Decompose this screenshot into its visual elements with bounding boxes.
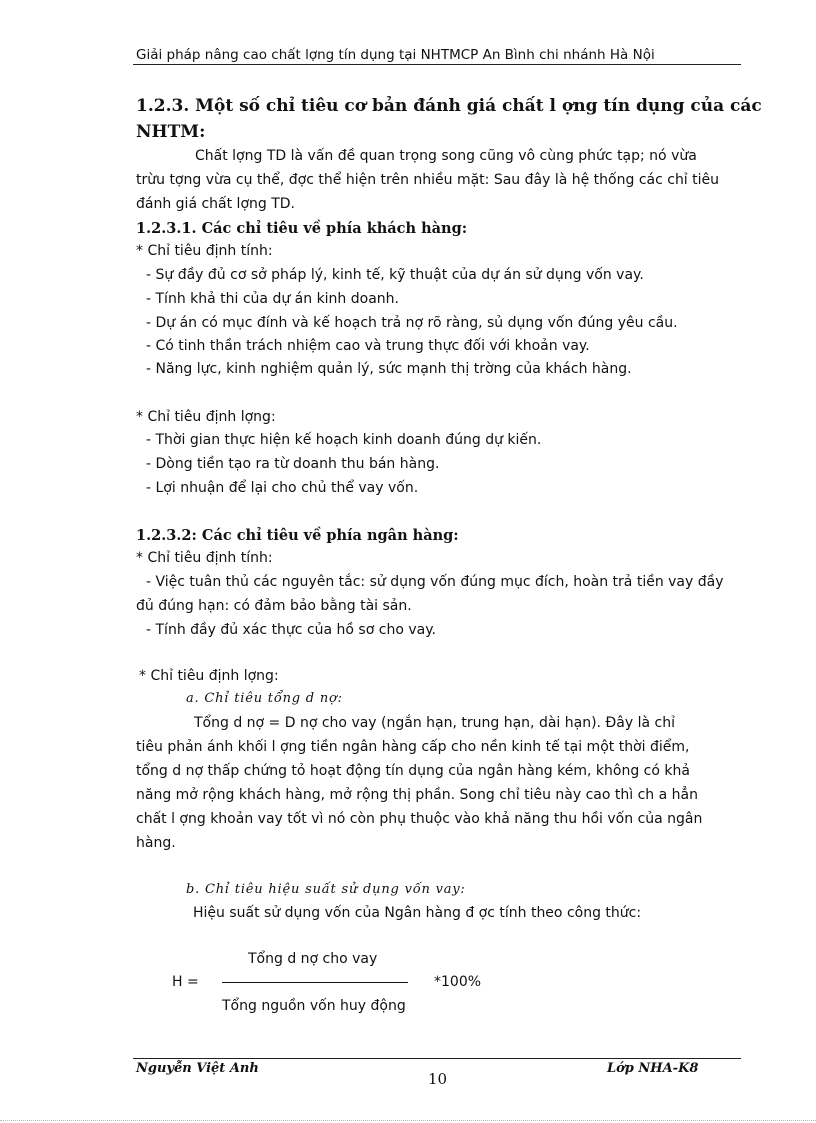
list-item: - Năng lực, kinh nghiệm quản lý, sức mạnh thị trờng của khách hàng. (146, 361, 632, 377)
sub-a-line-6: hàng. (136, 835, 176, 851)
fraction-bar (222, 982, 408, 983)
sub-b-text: Hiệu suất sử dụng vốn của Ngân hàng đ ợc tính theo công thức: (193, 905, 642, 921)
header-divider (133, 64, 741, 65)
formula-numerator: Tổng d nợ cho vay (248, 951, 378, 967)
formula-multiplier: *100% (434, 974, 482, 990)
section-heading-line2: NHTM: (136, 122, 206, 142)
list-item: - Lợi nhuận để lại cho chủ thể vay vốn. (146, 480, 419, 496)
running-header: Giải pháp nâng cao chất lợng tín dụng tại NHTMCP An Bình chi nhánh Hà Nội (136, 47, 655, 63)
list-item: - Có tinh thần trách nhiệm cao và trung thực đối với khoản vay. (146, 338, 590, 354)
intro-line-1: Chất lợng TD là vấn đề quan trọng song cũng vô cùng phức tạp; nó vừa (195, 148, 697, 164)
sub-a-line-1: Tổng d nợ = D nợ cho vay (ngắn hạn, trung hạn, dài hạn). Đây là chỉ (194, 715, 675, 731)
footer-author: Nguyễn Việt Anh (136, 1061, 259, 1076)
page-number: 10 (428, 1070, 448, 1088)
formula-lhs: H = (172, 974, 199, 990)
list-item-continuation: đủ đúng hạn: có đảm bảo bằng tài sản. (136, 598, 412, 614)
list-item: - Việc tuân thủ các nguyên tắc: sử dụng vốn đúng mục đích, hoàn trả tiền vay đầy (146, 574, 724, 590)
list-item: - Tính đầy đủ xác thực của hồ sơ cho vay. (146, 622, 436, 638)
list-item: - Sự đầy đủ cơ sở pháp lý, kinh tế, kỹ thuật của dự án sử dụng vốn vay. (146, 267, 644, 283)
intro-line-2: trừu tợng vừa cụ thể, đợc thể hiện trên nhiều mặt: Sau đây là hệ thống các chỉ tiêu (136, 172, 720, 188)
sub-a-line-5: chất l ợng khoản vay tốt vì nó còn phụ thuộc vào khả năng thu hồi vốn của ngân (136, 811, 703, 827)
sub-a-line-2: tiêu phản ánh khối l ợng tiền ngân hàng cấp cho nền kinh tế tại một thời điểm, (136, 739, 690, 755)
customer-heading: 1.2.3.1. Các chỉ tiêu về phía khách hàng: (136, 220, 468, 237)
footer-divider (133, 1058, 741, 1059)
customer-quant-title: * Chỉ tiêu định lợng: (136, 409, 276, 425)
customer-qual-title: * Chỉ tiêu định tính: (136, 243, 273, 259)
list-item: - Thời gian thực hiện kế hoạch kinh doanh đúng dự kiến. (146, 432, 542, 448)
sub-a-line-3: tổng d nợ thấp chứng tỏ hoạt động tín dụng của ngân hàng kém, không có khả (136, 763, 690, 779)
list-item: - Dòng tiền tạo ra từ doanh thu bán hàng. (146, 456, 440, 472)
bank-qual-title: * Chỉ tiêu định tính: (136, 550, 273, 566)
intro-line-3: đánh giá chất lợng TD. (136, 196, 296, 212)
bank-quant-title: * Chỉ tiêu định lợng: (139, 668, 279, 684)
list-item: - Tính khả thi của dự án kinh doanh. (146, 291, 399, 307)
page-edge (0, 1120, 816, 1121)
sub-a-line-4: năng mở rộng khách hàng, mở rộng thị phần. Song chỉ tiêu này cao thì ch a hẳn (136, 787, 698, 803)
subsection-a-title: a. Chỉ tiêu tổng d nợ: (186, 691, 343, 706)
subsection-b-title: b. Chỉ tiêu hiệu suất sử dụng vốn vay: (186, 882, 466, 897)
formula-denominator: Tổng nguồn vốn huy động (222, 998, 406, 1014)
section-heading-line1: 1.2.3. Một số chỉ tiêu cơ bản đánh giá chất l ợng tín dụng của các (136, 96, 762, 116)
bank-heading: 1.2.3.2: Các chỉ tiêu về phía ngân hàng: (136, 527, 459, 544)
list-item: - Dự án có mục đính và kế hoạch trả nợ rõ ràng, sủ dụng vốn đúng yêu cầu. (146, 315, 678, 331)
footer-class: Lớp NHA-K8 (607, 1061, 699, 1076)
